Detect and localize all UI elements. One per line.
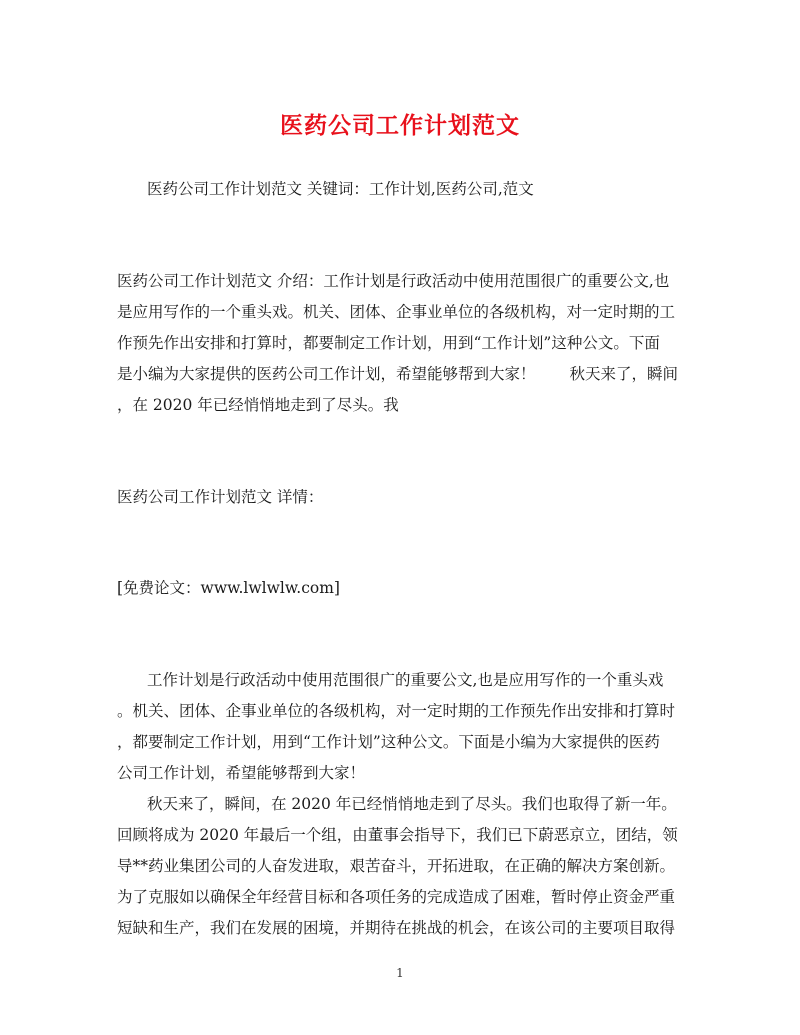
keywords-line: 医药公司工作计划范文 关键词：工作计划,医药公司,范文 [147, 180, 534, 198]
body-line: 公司工作计划，希望能够帮到大家！ [117, 764, 366, 782]
page-number: 1 [396, 966, 404, 980]
details-label: 医药公司工作计划范文 详情： [117, 488, 324, 506]
body-line: 导**药业集团公司的人奋发进取，艰苦奋斗，开拓进取，在正确的解决方案创新。 [117, 857, 676, 875]
body-line: 。机关、团体、企事业单位的各级机构，对一定时期的工作预先作出安排和打算时 [117, 702, 676, 720]
source-link[interactable]: [免费论文：www.lwlwlw.com] [117, 579, 340, 597]
body-line: 回顾将成为 2020 年最后一个组，由董事会指导下，我们已下蔚恶京立，团结，领 [117, 826, 678, 844]
body-line: 工作计划是行政活动中使用范围很广的重要公文,也是应用写作的一个重头戏 [147, 671, 664, 689]
intro-line: 是应用写作的一个重头戏。机关、团体、企事业单位的各级机构，对一定时期的工 [117, 303, 676, 321]
intro-line [117, 364, 687, 384]
body-line: 为了克服如以确保全年经营目标和各项任务的完成造成了困难，暂时停止资金严重 [117, 888, 676, 906]
intro-line: 作预先作出安排和打算时，都要制定工作计划，用到“工作计划”这种公文。下面 [117, 334, 660, 352]
document-title: 医药公司工作计划范文 [280, 112, 520, 139]
intro-line: 医药公司工作计划范文 介绍：工作计划是行政活动中使用范围很广的重要公文,也 [117, 272, 670, 290]
body-line: 秋天来了，瞬间，在 2020 年已经悄悄地走到了尽头。我们也取得了新一年。 [147, 795, 677, 813]
body-line: 短缺和生产，我们在发展的困境，并期待在挑战的机会，在该公司的主要项目取得 [117, 919, 676, 937]
intro-line-text: 秋天来了，瞬间 [569, 365, 679, 383]
intro-line-text: 是小编为大家提供的医药公司工作计划，希望能够帮到大家！ [117, 365, 536, 383]
intro-line: ，在 2020 年已经悄悄地走到了尽头。我 [117, 396, 399, 414]
body-line: ，都要制定工作计划，用到“工作计划”这种公文。下面是小编为大家提供的医药 [117, 733, 660, 751]
